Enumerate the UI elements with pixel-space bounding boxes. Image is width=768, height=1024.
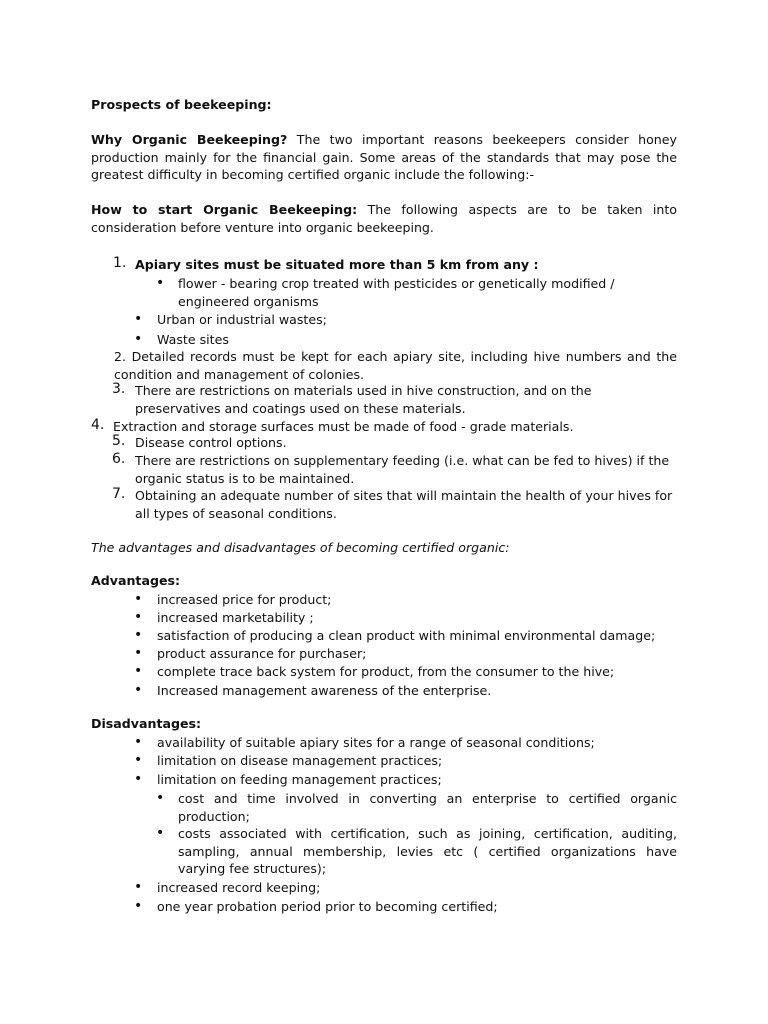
why-paragraph <box>91 131 677 184</box>
advantage-item: increased marketability ; <box>157 610 314 625</box>
bullet-icon: • <box>156 790 165 806</box>
disadvantages-heading: Disadvantages: <box>91 716 202 731</box>
list-number-6: 6. <box>112 451 126 467</box>
bullet-icon: • <box>156 275 165 291</box>
list-item-6: There are restrictions on supplementary feeding (i.e. what can be fed to hives) if the organic status is to be maintained. <box>135 453 670 486</box>
why-lead: Why Organic Beekeeping? <box>91 132 288 147</box>
bullet-icon: • <box>134 627 143 643</box>
bullet-icon: • <box>134 663 143 679</box>
advantage-item: increased price for product; <box>157 592 332 607</box>
list-number-7: 7. <box>112 486 126 502</box>
advantage-item: complete trace back system for product, from the consumer to the hive; <box>157 664 615 679</box>
bullet-icon: • <box>134 879 143 895</box>
disadvantage-item: limitation on feeding management practices; <box>157 772 442 787</box>
how-lead: How to start Organic Beekeeping: <box>91 202 358 217</box>
list-subitem-3: Waste sites <box>157 332 229 347</box>
disadvantage-subitem: cost and time involved in converting an enterprise to certified organic production; <box>178 791 677 824</box>
disadvantage-item: one year probation period prior to becoming certified; <box>157 899 498 914</box>
how-text: The following aspects are to be taken into consideration before venture into organic beekeeping. <box>91 202 677 235</box>
disadvantage-item: availability of suitable apiary sites for a range of seasonal conditions; <box>157 735 595 750</box>
bullet-icon: • <box>134 752 143 768</box>
list-number-1: 1. <box>113 255 127 271</box>
advantage-item: product assurance for purchaser; <box>157 646 367 661</box>
list-item-7: Obtaining an adequate number of sites that will maintain the health of your hives for all types of seasonal conditions. <box>135 488 673 521</box>
list-number-4: 4. <box>91 417 105 433</box>
bullet-icon: • <box>156 825 165 841</box>
advantage-item: Increased management awareness of the enterprise. <box>157 683 492 698</box>
how-paragraph <box>91 201 677 236</box>
bullet-icon: • <box>134 898 143 914</box>
bullet-icon: • <box>134 771 143 787</box>
bullet-icon: • <box>134 645 143 661</box>
disadvantage-item: limitation on disease management practices; <box>157 753 443 768</box>
list-item-5: Disease control options. <box>135 435 287 450</box>
advantages-heading: Advantages: <box>91 573 181 588</box>
list-subitem-1: flower - bearing crop treated with pesticides or genetically modified / engineered organisms <box>178 276 615 309</box>
bullet-icon: • <box>134 311 143 327</box>
page-title: Prospects of beekeeping: <box>91 97 272 112</box>
disadvantage-item: increased record keeping; <box>157 880 321 895</box>
bullet-icon: • <box>134 609 143 625</box>
bullet-icon: • <box>134 591 143 607</box>
list-item-3: There are restrictions on materials used in hive construction, and on the preservatives and coatings used on these materials. <box>135 383 592 416</box>
why-text: The two important reasons beekeepers consider honey production mainly for the financial gain. Some areas of the standards that may pose the greatest difficulty in becoming certified organic include the following:- <box>91 132 677 182</box>
list-number-5: 5. <box>112 433 126 449</box>
bullet-icon: • <box>134 331 143 347</box>
advantage-item: satisfaction of producing a clean product with minimal environmental damage; <box>157 628 656 643</box>
list-item-1: Apiary sites must be situated more than 5 km from any : <box>135 257 539 272</box>
bullet-icon: • <box>134 682 143 698</box>
list-number-3: 3. <box>112 381 126 397</box>
list-subitem-2: Urban or industrial wastes; <box>157 312 327 327</box>
list-item-2: 2. Detailed records must be kept for each apiary site, including hive numbers and the condition and management of colonies. <box>114 349 677 382</box>
bullet-icon: • <box>134 734 143 750</box>
advantages-intro: The advantages and disadvantages of becoming certified organic: <box>91 540 510 555</box>
disadvantage-subitem: costs associated with certification, such as joining, certification, auditing, sampling, annual membership, levies etc ( certified organizations have varying fee structures); <box>178 826 677 876</box>
list-item-4: Extraction and storage surfaces must be made of food - grade materials. <box>113 419 574 434</box>
